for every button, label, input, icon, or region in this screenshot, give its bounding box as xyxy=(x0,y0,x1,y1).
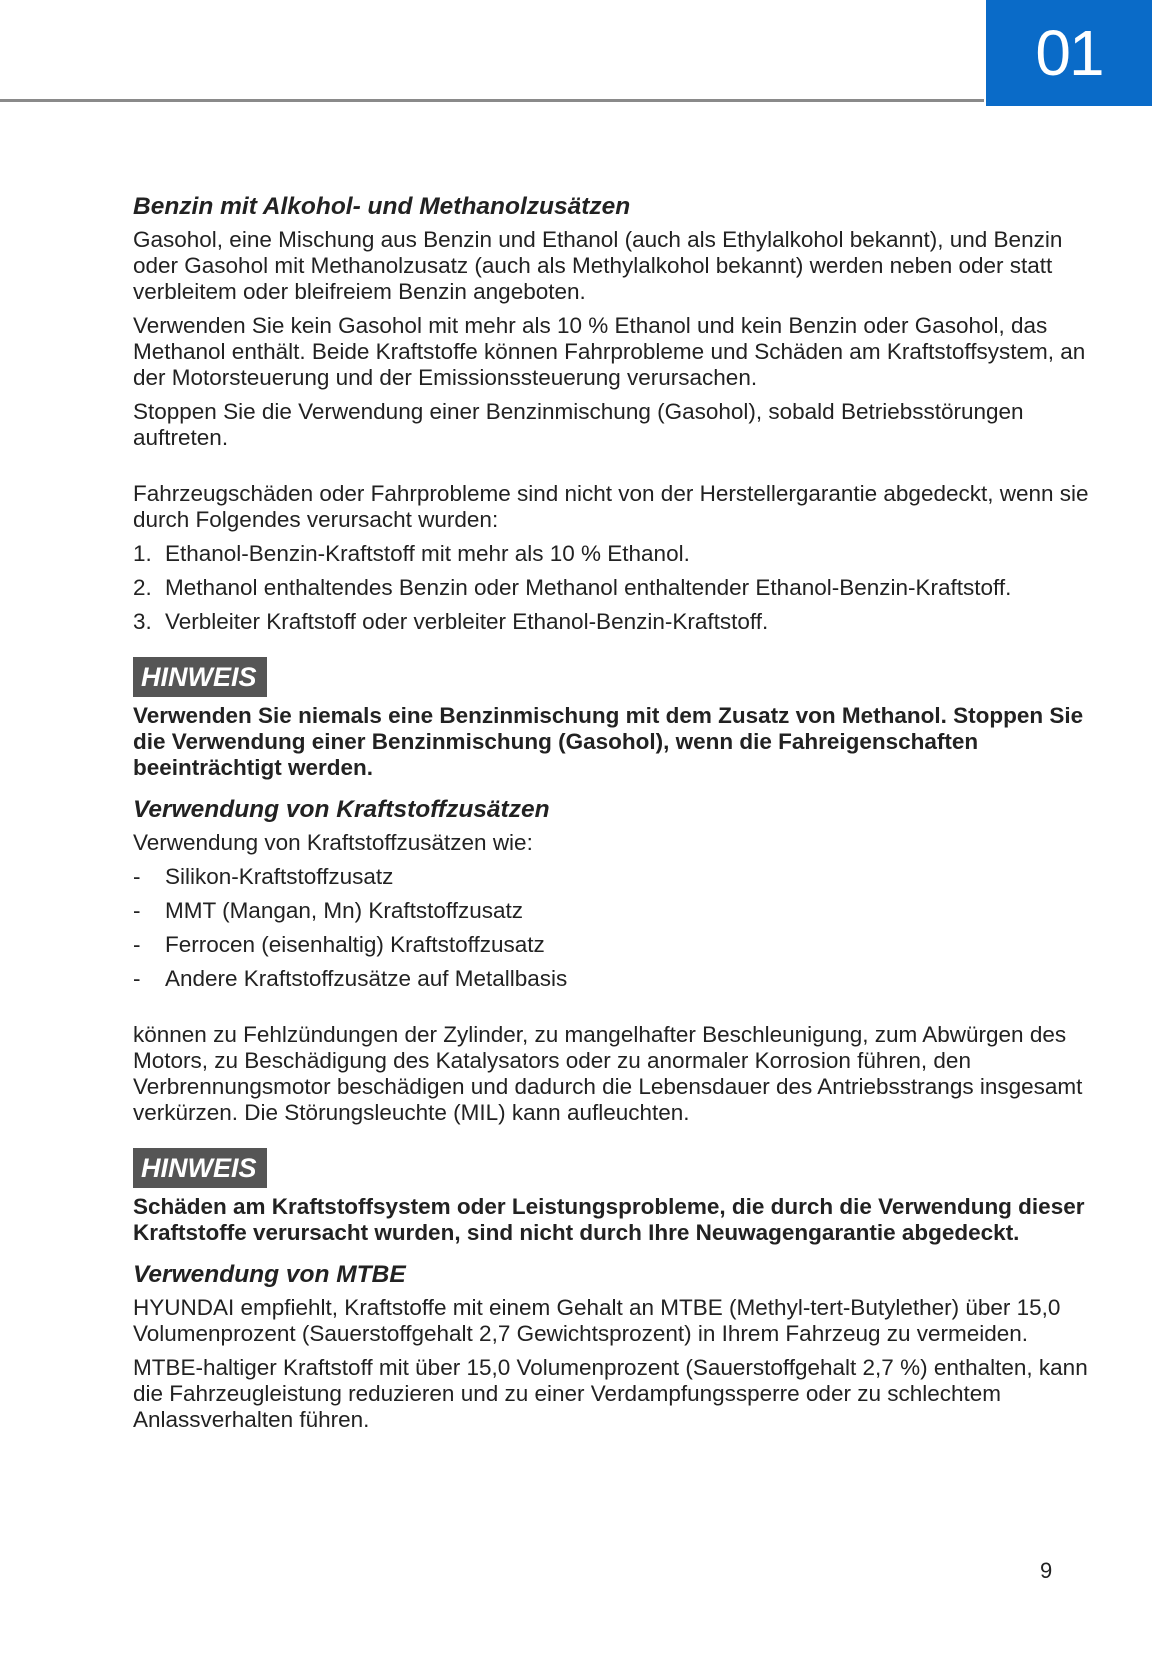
notice-text: Verwenden Sie niemals eine Benzinmischung mit dem Zusatz von Methanol. Stoppen Sie die Verwendung einer Benzinmischung (Gasohol), wenn die Fahreigenschaften beeinträchtigt werden. xyxy=(133,703,1084,780)
list-item-text: Ferrocen (eisenhaltig) Kraftstoffzusatz xyxy=(165,932,545,957)
page-content xyxy=(133,192,1093,1441)
paragraph: Verwendung von Kraftstoffzusätzen wie: xyxy=(133,830,533,855)
paragraph: Gasohol, eine Mischung aus Benzin und Ethanol (auch als Ethylalkohol bekannt), und Benzin oder Gasohol mit Methanolzusatz (auch als Methylalkohol bekannt) werden neben oder statt verbleitem oder bleifreiem Benzin angeboten. xyxy=(133,227,1063,304)
paragraph: MTBE-haltiger Kraftstoff mit über 15,0 Volumenprozent (Sauerstoffgehalt 2,7 %) enthalten, kann die Fahrzeugleistung reduzieren und zu einer Verdampfungssperre oder zu schlechtem Anlassverhalten führen. xyxy=(133,1355,1088,1432)
list-item-text: Verbleiter Kraftstoff oder verbleiter Ethanol-Benzin-Kraftstoff. xyxy=(165,609,769,634)
paragraph: HYUNDAI empfiehlt, Kraftstoffe mit einem Gehalt an MTBE (Methyl-tert-Butylether) über 15,0 Volumenprozent (Sauerstoffgehalt 2,7 Gewichtsprozent) in Ihrem Fahrzeug zu vermeiden. xyxy=(133,1295,1061,1346)
list-item xyxy=(133,609,1093,635)
section-heading-mtbe: Verwendung von MTBE xyxy=(133,1261,406,1288)
list-item-text: Ethanol-Benzin-Kraftstoff mit mehr als 10 % Ethanol. xyxy=(165,541,690,566)
list-item-text: MMT (Mangan, Mn) Kraftstoffzusatz xyxy=(165,898,524,923)
section-heading-fuel-additives: Verwendung von Kraftstoffzusätzen xyxy=(133,796,550,823)
list-item xyxy=(133,864,1093,890)
header-rule xyxy=(0,99,984,102)
list-marker: 2. xyxy=(133,575,152,600)
list-marker: - xyxy=(133,898,141,923)
list-item xyxy=(133,932,1093,958)
list-item-text: Silikon-Kraftstoffzusatz xyxy=(165,864,394,889)
bullet-list xyxy=(133,864,1093,992)
list-marker: - xyxy=(133,966,141,991)
list-item-text: Methanol enthaltendes Benzin oder Methanol enthaltender Ethanol-Benzin-Kraftstoff. xyxy=(165,575,1012,600)
list-marker: 1. xyxy=(133,541,152,566)
list-item xyxy=(133,541,1093,567)
list-marker: - xyxy=(133,864,141,889)
notice-text: Schäden am Kraftstoffsystem oder Leistungsprobleme, die durch die Verwendung dieser Kraftstoffe verursacht wurden, sind nicht durch Ihre Neuwagengarantie abgedeckt. xyxy=(133,1194,1085,1245)
chapter-number-tab: 01 xyxy=(986,0,1152,106)
paragraph: Verwenden Sie kein Gasohol mit mehr als 10 % Ethanol und kein Benzin oder Gasohol, das Methanol enthält. Beide Kraftstoffe können Fahrprobleme und Schäden am Kraftstoffsystem, an der Motorsteuerung und der Emissionssteuerung verursachen. xyxy=(133,313,1086,390)
list-item xyxy=(133,966,1093,992)
section-heading-alcohol-fuel: Benzin mit Alkohol- und Methanolzusätzen xyxy=(133,193,631,220)
list-marker: 3. xyxy=(133,609,152,634)
page-number: 9 xyxy=(1040,1558,1053,1583)
paragraph: Stoppen Sie die Verwendung einer Benzinmischung (Gasohol), sobald Betriebsstörungen auftreten. xyxy=(133,399,1024,450)
list-item xyxy=(133,575,1093,601)
list-item xyxy=(133,898,1093,924)
list-marker: - xyxy=(133,932,141,957)
notice-label: HINWEIS xyxy=(133,1148,267,1188)
paragraph: Fahrzeugschäden oder Fahrprobleme sind nicht von der Herstellergarantie abgedeckt, wenn sie durch Folgendes verursacht wurden: xyxy=(133,481,1089,532)
list-item-text: Andere Kraftstoffzusätze auf Metallbasis xyxy=(165,966,568,991)
numbered-list xyxy=(133,541,1093,635)
paragraph: können zu Fehlzündungen der Zylinder, zu mangelhafter Beschleunigung, zum Abwürgen des Motors, zu Beschädigung des Katalysators oder zu anormaler Korrosion führen, den Verbrennungsmotor beschädigen und dadurch die Lebensdauer des Antriebsstrangs insgesamt verkürzen. Die Störungsleuchte (MIL) kann aufleuchten. xyxy=(133,1022,1083,1125)
notice-label: HINWEIS xyxy=(133,657,267,697)
